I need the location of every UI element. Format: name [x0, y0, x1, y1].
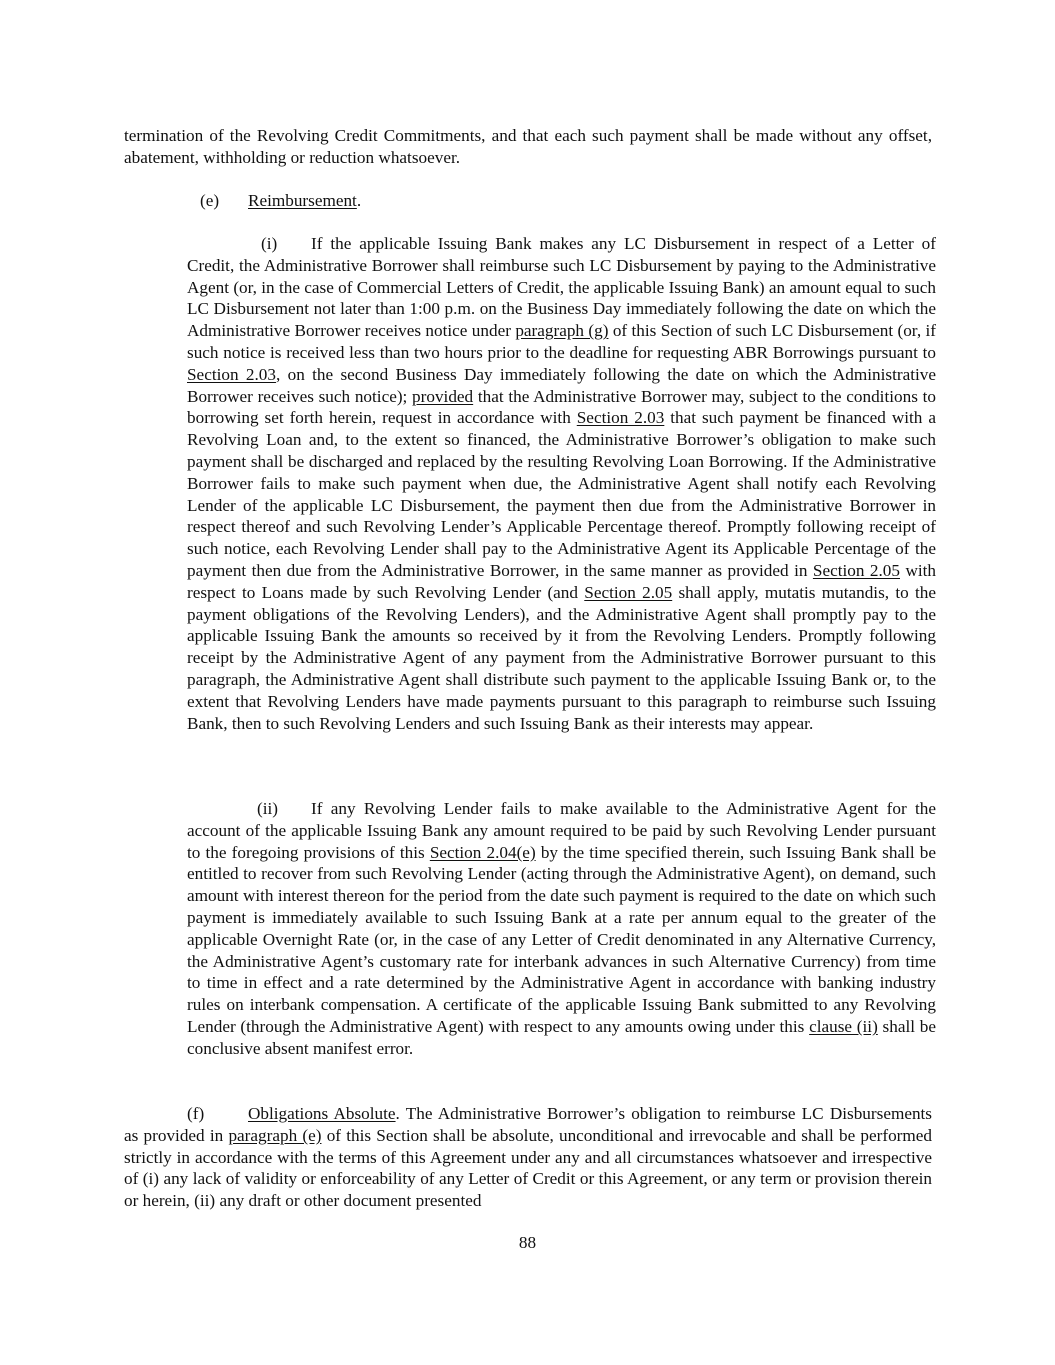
paragraph-i: [187, 233, 936, 734]
paragraph-i-text-1: If the applicable Issuing Bank makes any LC Disbursement in respect of a Letter of Credit, the Administrative Borrower shall reimburse such LC Disbursement by paying to the Administrative Agent (or, in the case of Commercial Letters of Credit, the applicable Issuing Bank) an amount equal to such LC Disbursement not later than 1:00 p.m. on the Business Day immediately following the date on which the Administrative Borrower receives notice under: [187, 234, 936, 341]
section-f-title: Obligations Absolute: [248, 1104, 396, 1123]
paragraph-ii-text-3: shall be conclusive absent manifest error.: [187, 1016, 936, 1058]
cross-reference-clause-ii: clause (ii): [809, 1016, 878, 1036]
section-e-heading: [200, 190, 600, 212]
cross-reference-section-2-05-b: Section 2.05: [584, 582, 673, 602]
section-e-number: (e): [200, 191, 220, 210]
section-f-paragraph: [124, 1103, 932, 1212]
paragraph-ii: [187, 798, 936, 1060]
section-f-text-2: of this Section shall be absolute, unconditional and irrevocable and shall be performed strictly in accordance with the terms of this Agreement under any and all circumstances whatsoever and irrespective of (i) any lack of validity or enforceability of any Letter of Credit or this Agreement, or any term or provision therein or herein, (ii) any draft or other document presented: [124, 1125, 932, 1211]
paragraph-i-text-5: that such payment be financed with a Revolving Loan and, to the extent so financed, the Administrative Borrower’s obligation to make such payment shall be discharged and replaced by the resulting Revolving Loan Borrowing. If the Administrative Borrower fails to make such payment when due, the Administrative Agent shall notify each Revolving Lender of the applicable LC Disbursement, the payment then due from the Administrative Borrower in respect thereof and such Revolving Lender’s Applicable Percentage thereof. Promptly following receipt of such notice, each Revolving Lender shall pay to the Administrative Agent its Applicable Percentage of the payment then due from the Administrative Borrower, in the same manner as provided in: [187, 408, 936, 580]
paragraph-i-text-6: with respect to Loans made by such Revolving Lender (and: [187, 560, 937, 602]
paragraph-ii-text-2: by the time specified therein, such Issuing Bank shall be entitled to recover from such Revolving Lender (acting through the Administrative Agent), on demand, such amount with interest thereon for the period from the date such payment is required to the date on which such payment is immediately available to such Issuing Bank at a rate per annum equal to the greater of the applicable Overnight Rate (or, in the case of any Letter of Credit denominated in any Alternative Currency, the Administrative Agent’s customary rate for interbank advances in such Alternative Currency) from time to time in effect and a rate determined by the Administrative Agent in accordance with banking industry rules on interbank compensation. A certificate of the applicable Issuing Bank submitted to any Revolving Lender (through the Administrative Agent) with respect to any amounts owing under this: [187, 842, 936, 1036]
cross-reference-section-2-03-b: Section 2.03: [576, 408, 665, 428]
paragraph-i-text-4: that the Administrative Borrower may, subject to the conditions to borrowing set forth herein, request in accordance with: [187, 386, 936, 428]
continuation-paragraph: [124, 125, 932, 169]
paragraph-ii-text-1: If any Revolving Lender fails to make available to the Administrative Agent for the account of the applicable Issuing Bank any amount required to be paid by such Revolving Lender pursuant to the foregoing provisions of this: [187, 799, 936, 862]
cross-reference-paragraph-e: paragraph (e): [228, 1125, 322, 1145]
cross-reference-section-2-03: Section 2.03: [187, 364, 276, 384]
provided-term: provided: [412, 386, 474, 406]
cross-reference-section-2-05: Section 2.05: [812, 560, 900, 580]
section-e-title: Reimbursement: [248, 191, 357, 210]
cross-reference-section-2-04e: Section 2.04(e): [429, 842, 536, 862]
paragraph-i-number: (i): [261, 234, 278, 253]
continuation-text: termination of the Revolving Credit Commitments, and that each such payment shall be made without any offset, abatement, withholding or reduction whatsoever.: [124, 126, 932, 167]
section-e-period: .: [356, 191, 362, 210]
section-f-text-1: . The Administrative Borrower’s obligation to reimburse LC Disbursements as provided in: [124, 1104, 933, 1145]
paragraph-ii-number: (ii): [257, 799, 278, 818]
page-number: 88: [518, 1233, 537, 1252]
cross-reference-paragraph-g: paragraph (g): [515, 321, 609, 341]
paragraph-i-text-7: shall apply, mutatis mutandis, to the payment obligations of the Revolving Lenders), and the Administrative Agent shall promptly pay to the applicable Issuing Bank the amounts so received by it from the Revolving Lenders. Promptly following receipt by the Administrative Agent of any payment from the Administrative Borrower pursuant to this paragraph, the Administrative Agent shall distribute such payment to the applicable Issuing Bank or, to the extent that Revolving Lenders have made payments pursuant to this paragraph to reimburse such Issuing Bank, then to such Revolving Lenders and such Issuing Bank as their interests may appear.: [187, 582, 936, 733]
paragraph-i-text-3: , on the second Business Day immediately following the date on which the Administrative Borrower receives such notice);: [187, 364, 936, 406]
paragraph-i-text-2: of this Section of such LC Disbursement (or, if such notice is received less than two hours prior to the deadline for requesting ABR Borrowings pursuant to: [187, 321, 937, 362]
section-f-number: (f): [187, 1104, 205, 1123]
